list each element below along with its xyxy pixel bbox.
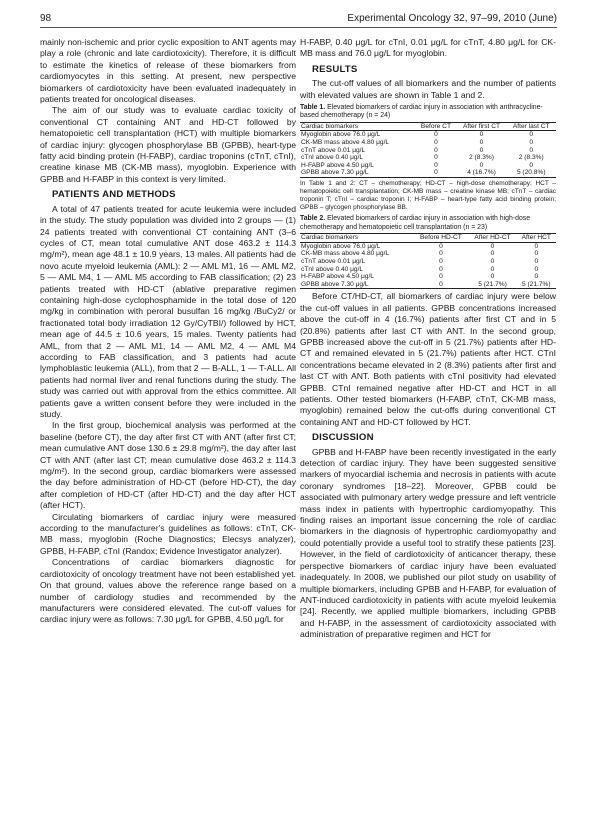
table2 <box>300 233 556 289</box>
table-cell: cTnI above 0.40 μg/L <box>301 154 364 162</box>
table-cell: 0 <box>534 242 539 250</box>
table-cell: 0 <box>529 131 534 139</box>
table-cell: 2 (8.3%) <box>518 154 544 162</box>
table-cell: 0 <box>529 139 534 147</box>
journal-citation: Experimental Oncology 32, 97–99, 2010 (June) <box>347 13 557 24</box>
table-cell: 0 <box>439 257 443 265</box>
table2-caption <box>300 215 556 232</box>
table-cell: Myoglobin above 76.0 μg/L <box>301 131 381 139</box>
table1-col-header: Before CT <box>415 122 456 131</box>
table2-col-header: After HCT <box>517 234 556 243</box>
paragraph-intro-end: mainly non-ischemic and prior cyclic exposition to ANT agents may play a role (chronic and late cardiotoxicity). Therefore, it is difficult to estimate the kinetics of release of these biomarkers from cardiomyocytes in this setting. At present, new perspective biomarkers of cardiotoxicity have been evaluated inadequately in patients treated for oncological diseases. <box>40 37 296 105</box>
running-header <box>40 13 557 28</box>
table-row <box>300 250 556 258</box>
table-cell: cTnI above 0.40 μg/L <box>301 265 364 273</box>
table-cell: 0 <box>439 242 443 250</box>
paragraph-aim: The aim of our study was to evaluate cardiac toxicity of conventional CT containing ANT and HD-CT followed by hematopoietic cell transplantation (HCT) with multiple biomarkers of cardiac injury: glycogen phosphorylase BB (GPBB), heart-type fatty acid binding protein (H-FABP), cardiac troponins (cTnT, cTnI), creatine kinase MB (CK-MB mass), myoglobin. Experience with GPBB and H-FABP in this context is very limited. <box>40 105 296 184</box>
table-row <box>300 242 556 250</box>
table-cell: CK-MB mass above 4.80 μg/L <box>301 250 390 258</box>
table-cell: H-FABP above 4.50 μg/L <box>301 273 374 281</box>
table2-col-header: Cardiac biomarkers <box>300 234 413 243</box>
table-cell: 0 <box>529 146 534 154</box>
section-heading-discussion: DISCUSSION <box>312 432 374 444</box>
table-cell: 0 <box>434 146 438 154</box>
paragraph-sampling: In the first group, biochemical analysis was performed at the baseline (before CT), the day after first CT with ANT (after first CT; mean cumulative ANT dose 130.6 ± 29.8 mg/m²), the day after last CT with ANT (after last CT; mean cumulative dose 463.2 ± 114.3 mg/m²). In the second group, cardiac biomarkers were assessed the day before administration of HD-CT (before HD-CT), the day after completion of HD-CT (after HD-CT) and the day after HCT (after HCT). <box>40 420 296 511</box>
table-cell: CK-MB mass above 4.80 μg/L <box>301 139 390 147</box>
table2-label: Table 2. <box>300 215 326 223</box>
section-heading-results: RESULTS <box>312 63 358 75</box>
table-cell: 0 <box>413 281 468 289</box>
table-row <box>300 281 556 289</box>
table-row <box>300 131 556 139</box>
table-cell: 0 <box>479 146 484 154</box>
table-cell: 0 <box>479 131 484 139</box>
table-row <box>300 273 556 281</box>
table-cell: 2 (8.3%) <box>469 154 494 162</box>
table-cell: 0 <box>529 161 534 169</box>
table2-col-header: Before HD-CT <box>413 234 468 243</box>
table-cell: 5 (20.8%) <box>506 169 556 177</box>
paragraph-patients: A total of 47 patients treated for acute leukemia were included in the study. The study population was divided into 2 groups — (1) 24 patients treated with conventional CT containing ANT (3–6 cycles of CT, mean total cumulative ANT dose 463.2 ± 114.3 mg/m²), mean age 48.1 ± 10.9 years, 13 males. All patients had de novo acute myeloid leukemia (AML): 2 — AML M1, 16 — AML M2, 5 — AML M4, 1 — AML M5 according to FAB classification; (2) 23 patients treated with HD-CT (ablative preparative regimen containing high-dose cyclophosphamide in the total dose of 120 mg/kg in combination with peroral busulfan 16 mg/kg /BuCy2/ or fractionated total body irradiation 12 Gy/CyTBI/) followed by HCT, mean age of 44.5 ± 10.6 years, 15 males. Twenty patients had AML, from that 2 — AML M1, 14 — AML M2, 4 — AML M4 according to FAB classification, and 3 patients had acute lymphoblastic leukemia (ALL), from that 2 — B-ALL, 1 — T-ALL. All patients had normal liver and renal functions during the study. The study was carried out with approval from the ethics committee. All patients gave a written consent before they were included in the study. <box>40 203 296 419</box>
section-heading-methods: PATIENTS AND METHODS <box>52 189 176 201</box>
table-row <box>300 169 556 177</box>
table-cell: 4 (16.7%) <box>457 169 507 177</box>
table-cell: 0 <box>490 242 495 250</box>
page-number: 98 <box>40 13 52 24</box>
table-abbreviations-note: In Table 1 and 2: CT – chemotherapy; HD-CT – high-dose chemotherapy; HCT – hematopoietic cell transplantation; CK-MB mass – creatine kinase MB; cTnT – cardiac troponin T; cTnI – cardiac troponin I; H-FABP – heart-type fatty acid binding protein; GPBB – glycogen phosphorylase BB. <box>300 180 556 212</box>
paragraph-cutoffs: Concentrations of cardiac biomarkers diagnostic for cardiotoxicity of oncology treatment have not been established yet. On that ground, values above the reference range based on a number of cardiology studies and recommended by the manufacturers were considered elevated. The cut-off values for cardiac injury were as follows: 7.30 μg/L for GPBB, 4.50 μg/L for <box>40 557 296 625</box>
table-cell: H-FABP above 4.50 μg/L <box>301 161 374 169</box>
table2-col-header: After HD-CT <box>468 234 516 243</box>
table1-label: Table 1. <box>300 104 326 112</box>
paragraph-cutoffs-cont: H-FABP, 0.40 μg/L for cTnI, 0.01 μg/L for cTnT, 4.80 μg/L for CK-MB mass and 76.0 μg/L for myoglobin. <box>300 37 556 59</box>
right-column <box>300 37 556 641</box>
table-cell: 0 <box>490 250 495 258</box>
table-cell: 5 (21.7%) <box>517 281 556 289</box>
table-cell: 0 <box>415 169 456 177</box>
table-cell: 0 <box>439 250 443 258</box>
paragraph-assays: Circulating biomarkers of cardiac injury were measured according to the manufacturer's guidelines as follows: cTnT, CK-MB mass, myoglobin (Roche Diagnostics; Elecsys analyzer), GPBB, H-FABP, cTnI (Randox; Evidence Investigator analyzer). <box>40 511 296 556</box>
table-cell: GPBB above 7.30 μg/L <box>300 281 413 289</box>
table1-col-header: After first CT <box>457 122 507 131</box>
table-cell: Myoglobin above 76.0 μg/L <box>301 242 381 250</box>
table-cell: 0 <box>434 161 438 169</box>
paragraph-discussion: GPBB and H-FABP have been recently investigated in the early detection of cardiac injury. They have been suggested sensitive markers of myocardial ischemia and necrosis in patients with acute coronary syndromes [18–22]. Moreover, GPBB could be associated with pulmonary artery wedge pressure and left ventricle mass index in patients with hypertrophic cardiomyopathy. This finding raises an important issue concerning the role of cardiac biomarkers in the diagnosis of hypertrophic cardiomyopathy and could potentially provide a useful tool to stratify these patients [23]. However, in the field of cardiotoxicity of anticancer therapy, these perspective biomarkers of cardiac injury have been evaluated inadequately. In 2008, we published our pilot study on usability of multiple biomarkers, including GPBB and H-FABP, for evaluation of ANT-induced cardiotoxicity in patients with acute myeloid leukemia [24]. Recently, we applied multiple biomarkers, including GPBB and H-FABP, in the assessment of cardiotoxicity associated with administration of preparative regimen and HCT for <box>300 446 556 640</box>
table-cell: 0 <box>490 265 495 273</box>
table-cell: cTnT above 0.01 μg/L <box>301 146 366 154</box>
table2-header-row <box>300 234 556 243</box>
table-cell: 0 <box>534 273 539 281</box>
table-cell: 0 <box>490 273 495 281</box>
table-cell: 0 <box>534 257 539 265</box>
paragraph-results-intro: The cut-off values of all biomarkers and the number of patients with elevated values are shown in Table 1 and 2. <box>300 78 556 100</box>
table-cell: 0 <box>479 161 484 169</box>
table-cell: 0 <box>490 257 495 265</box>
table-cell: 0 <box>434 139 438 147</box>
table1-col-header: After last CT <box>506 122 556 131</box>
table1-header-row <box>300 122 556 131</box>
table-cell: 0 <box>534 265 539 273</box>
table1 <box>300 122 556 178</box>
table1-caption <box>300 104 556 121</box>
table-row <box>300 266 556 274</box>
table2-title: Elevated biomarkers of cardiac injury in association with high-dose chemotherapy and hematopoietic cell transplantation (n = 23) <box>300 215 531 231</box>
table-cell: cTnT above 0.01 μg/L <box>301 257 366 265</box>
table-cell: 0 <box>434 154 438 162</box>
table1-title: Elevated biomarkers of cardiac injury in association with anthracycline-based chemotherapy (n = 24) <box>300 104 543 120</box>
table1-col-header: Cardiac biomarkers <box>300 122 415 131</box>
table-cell: 0 <box>434 131 438 139</box>
table-cell: 0 <box>479 139 484 147</box>
table-cell: 5 (21.7%) <box>468 281 516 289</box>
table-cell: GPBB above 7.30 μg/L <box>300 169 415 177</box>
table-row <box>300 147 556 155</box>
table-row <box>300 154 556 162</box>
table-cell: 0 <box>534 250 539 258</box>
table-row <box>300 258 556 266</box>
table-row <box>300 162 556 170</box>
table-cell: 0 <box>439 265 443 273</box>
table-row <box>300 139 556 147</box>
table-cell: 0 <box>439 273 443 281</box>
left-column <box>40 37 296 626</box>
paragraph-results: Before CT/HD-CT, all biomarkers of cardiac injury were below the cut-off values in all patients. GPBB concentrations increased above the cut-off in 4 (16.7%) patients after first CT and in 5 (20.8%) patients after last CT with ANT. In the second group, GPBB increased above the cut-off in 5 (21.7%) patients after HD-CT and remained elevated in 5 (21.7%) patients after HCT. CTnI concentrations became elevated in 2 (8.3%) patients after first and last CT with ANT. Both patients with cTnI positivity had elevated GPBB. CTnI remained negative after HD-CT and HCT in all patients. Other tested biomarkers (H-FABP, cTnT, CK-MB mass, myoglobin) remained below the cut-offs during conventional CT containing ANT and HD-CT followed by HCT. <box>300 291 556 427</box>
